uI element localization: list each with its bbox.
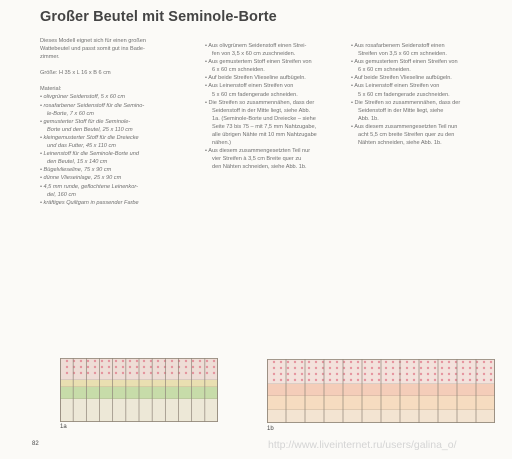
figure-1b-dot [287, 373, 289, 375]
figure-1b-dot [434, 367, 436, 369]
figure-1b-dot [490, 367, 492, 369]
figure-1a-dot [143, 372, 145, 374]
figure-1b-dot [441, 379, 443, 381]
figure-1b-dot [462, 373, 464, 375]
figure-1b-dot [315, 373, 317, 375]
figure-1b-dot [315, 379, 317, 381]
material-item: • rosafarbener Seidenstoff für die Semino- [40, 102, 168, 110]
figure-1b-dot [287, 379, 289, 381]
figure-1a-dot [171, 366, 173, 368]
instruction-item: • Aus diesem zusammengesetzten Teil nun [351, 123, 481, 131]
figure-1b-dot [336, 367, 338, 369]
figure-1a-dot [192, 360, 194, 362]
figure-1a-dot [185, 366, 187, 368]
figure-1b-dot [350, 367, 352, 369]
figure-1a-dot [115, 360, 117, 362]
figure-1a-dot [115, 372, 117, 374]
intro-text [40, 37, 168, 61]
figure-1a-dot [206, 360, 208, 362]
instruction-item-cont: Abb. 1b. [358, 115, 379, 122]
figure-1a-dot [94, 360, 96, 362]
figure-1b-dot [462, 361, 464, 363]
watermark-url: http://www.liveinternet.ru/users/galina_o/ [268, 439, 457, 451]
instruction-item: • Aus Leinenstoff einen Streifen von [205, 82, 335, 90]
intro-line: zimmer. [40, 54, 60, 61]
figure-1b-dot [392, 367, 394, 369]
instruction-item: • Aus gemustertem Stoff einen Streifen von [351, 58, 481, 66]
material-item: • kleingemusterter Stoff für die Dreiecke [40, 134, 168, 142]
material-item: • kräftiges Quiltgarn in passender Farbe [40, 199, 168, 207]
figure-1b-dot [434, 361, 436, 363]
figure-1b-dot [483, 361, 485, 363]
figure-1b-dot [385, 373, 387, 375]
figure-1b-dot [427, 361, 429, 363]
figure-1b-strip [267, 359, 495, 423]
figure-1b-dot [315, 361, 317, 363]
material-item-cont: Borte und den Beutel, 25 x 110 cm [47, 126, 133, 133]
figure-1a-dot [80, 360, 82, 362]
instruction-item-cont: acht 5,5 cm breite Streifen quer zu den [358, 132, 455, 139]
figure-1b-dot [392, 373, 394, 375]
figure-1b-dot [385, 361, 387, 363]
figure-1b-dot [462, 379, 464, 381]
figure-1a-dot [115, 366, 117, 368]
figure-1b-dot [336, 373, 338, 375]
materials-list [40, 93, 168, 206]
figure-1b-dot [469, 361, 471, 363]
figure-1b-dot [490, 379, 492, 381]
figure-1b-dot [294, 373, 296, 375]
figure-1a-dot [206, 372, 208, 374]
instruction-item: • Die Streifen so zusammennähen, dass der [205, 99, 335, 107]
figure-1b-dot [490, 373, 492, 375]
figure-1a-dot [122, 366, 124, 368]
figure-1a-dot [108, 372, 110, 374]
material-item: • Leinenstoff für die Seminole-Borte und [40, 150, 168, 158]
figure-1b-dot [287, 361, 289, 363]
figure-1b-dot [280, 379, 282, 381]
figure-1b-dot [448, 379, 450, 381]
instruction-item-cont: 6 x 60 cm schneiden. [358, 67, 411, 74]
figure-1b-dot [336, 379, 338, 381]
figure-1b-dot [420, 379, 422, 381]
material-item-cont: del, 160 cm [47, 191, 76, 198]
figure-1b-dot [483, 379, 485, 381]
figure-1b-dot [420, 361, 422, 363]
page-number: 82 [32, 441, 39, 447]
figure-1b-dot [273, 379, 275, 381]
page-title: Großer Beutel mit Seminole-Borte [40, 9, 277, 25]
figure-1b-dot [483, 367, 485, 369]
instruction-item: • Die Streifen so zusammennähen, dass der [351, 99, 481, 107]
figure-1b-dot [462, 367, 464, 369]
figure-1b-dot [434, 373, 436, 375]
figure-1b-dot [329, 367, 331, 369]
figure-1b-dot [308, 379, 310, 381]
figure-1a-dot [185, 360, 187, 362]
figure-1b-dot [483, 373, 485, 375]
instruction-item-cont: Seidenstoff in der Mitte liegt, siehe Abb. [212, 107, 311, 114]
figure-1b-dot [448, 367, 450, 369]
figure-1b-dot [329, 373, 331, 375]
figure-1b-dot [469, 379, 471, 381]
figure-1a-dot [185, 372, 187, 374]
figure-1b-dot [406, 367, 408, 369]
intro-column [40, 37, 168, 207]
instruction-item: • Aus gemustertem Stoff einen Streifen von [205, 58, 335, 66]
figure-1b-dot [273, 361, 275, 363]
figure-1b-dot [371, 379, 373, 381]
instruction-item: • Aus diesem zusammengesetzten Teil nur [205, 147, 335, 155]
figure-1a-dot [171, 372, 173, 374]
figure-1b-dot [301, 373, 303, 375]
figure-1b-dot [357, 361, 359, 363]
figure-1a-dot [94, 372, 96, 374]
figure-1b-dot [350, 361, 352, 363]
figure-1b-dot [469, 373, 471, 375]
figure-1b-dot [378, 367, 380, 369]
figure-1b-dot [364, 379, 366, 381]
instruction-item: • Auf beide Streifen Vlieseline aufbügeln. [351, 74, 481, 82]
figure-1a-dot [192, 366, 194, 368]
material-item: • 4,5 mm runde, geflochtene Leinenkor- [40, 183, 168, 191]
figure-1a-dot [192, 372, 194, 374]
figure-1b-dot [385, 379, 387, 381]
instruction-item-cont: Seite 73 bis 75 – mit 7,5 mm Nahtzugabe, [212, 123, 317, 130]
instruction-item-cont: vier Streifen à 3,5 cm Breite quer zu [212, 156, 302, 163]
figure-1b-dot [378, 379, 380, 381]
figure-1b-dot [392, 379, 394, 381]
figure-1b-dot [294, 361, 296, 363]
material-item: • dünne Vlieseinlage, 25 x 90 cm [40, 174, 168, 182]
figure-1b-dot [308, 361, 310, 363]
instruction-item-cont: Seidenstoff in der Mitte liegt, siehe [358, 107, 444, 114]
material-item: • olivgrüner Seidenstoff, 5 x 60 cm [40, 93, 168, 101]
figure-1b-dot [280, 367, 282, 369]
figure-1b-dot [273, 367, 275, 369]
figure-1b-dot [329, 361, 331, 363]
figure-1b-dot [336, 361, 338, 363]
figure-1b-dot [364, 361, 366, 363]
figure-1b-dot [329, 379, 331, 381]
figure-1a-dot [122, 360, 124, 362]
figure-1b-dot [294, 367, 296, 369]
figure-1b-dot [378, 361, 380, 363]
figure-1a-dot [122, 372, 124, 374]
figure-1b-dot [308, 373, 310, 375]
instruction-item-cont: fen von 3,5 x 60 cm zuschneiden. [212, 51, 296, 58]
intro-line: Wattebeutel und passt somit gut ins Bade- [40, 46, 145, 53]
figure-1b-dot [378, 373, 380, 375]
figure-1b-dot [294, 379, 296, 381]
figure-1b-dot [406, 373, 408, 375]
figure-1b-dot [371, 361, 373, 363]
figure-1a-dot [143, 366, 145, 368]
figure-1b-dot [448, 361, 450, 363]
figure-1a-dot [80, 366, 82, 368]
instruction-item: • Aus rosafarbenem Seidenstoff einen [351, 42, 481, 50]
figure-1a-dot [66, 366, 68, 368]
instruction-item: • Auf beide Streifen Vlieseline aufbügeln. [205, 74, 335, 82]
figure-1b-dot [434, 379, 436, 381]
figure-1b-illustration [267, 359, 495, 423]
figure-1b-dot [385, 367, 387, 369]
figure-1a-dot [136, 360, 138, 362]
figure-1b-dot [441, 367, 443, 369]
figure-1b-dot [364, 373, 366, 375]
figure-1a-dot [80, 372, 82, 374]
instruction-item-cont: 5 x 60 cm fadengerade zuschneiden. [358, 91, 450, 98]
figure-1a-dot [157, 372, 159, 374]
figure-1a-dot [87, 366, 89, 368]
figure-1a-dot [136, 372, 138, 374]
figure-1b-dot [427, 367, 429, 369]
figure-1b-dot [371, 367, 373, 369]
figure-1b-dot [357, 367, 359, 369]
instruction-item-cont: 5 x 60 cm fadengerade schneiden. [212, 91, 298, 98]
instruction-item-cont: Nähten schneiden, siehe Abb. 1b. [358, 140, 442, 147]
figure-1a-dot [199, 372, 201, 374]
material-item: • gemusterter Stoff für die Seminole- [40, 118, 168, 126]
instruction-item-cont: nähen.) [212, 140, 231, 147]
figure-1b-dot [413, 373, 415, 375]
figure-1b-dot [315, 367, 317, 369]
figure-1a-dot [143, 360, 145, 362]
figure-1a-label: 1a [60, 424, 67, 430]
figure-1b-dot [350, 373, 352, 375]
figure-1a-dot [101, 360, 103, 362]
figure-1a-dot [136, 366, 138, 368]
figure-1b-dot [427, 373, 429, 375]
figure-1b-dot [406, 361, 408, 363]
material-item-cont: den Beutel, 15 x 140 cm [47, 159, 108, 166]
figure-1b-dot [350, 379, 352, 381]
figure-1a-illustration [60, 358, 218, 422]
figure-1b-dot [371, 373, 373, 375]
figure-1b-dot [273, 373, 275, 375]
instructions-column-1 [205, 42, 335, 172]
figure-1b-dot [413, 361, 415, 363]
figure-1b-dot [413, 367, 415, 369]
figure-1b-dot [420, 373, 422, 375]
figure-1b-dot [441, 361, 443, 363]
figure-1b-dot [441, 373, 443, 375]
figure-1b-dot [280, 361, 282, 363]
figure-1a-dot [87, 360, 89, 362]
figure-1b-label: 1b [267, 426, 274, 432]
figure-1a-dot [101, 366, 103, 368]
figure-1a-dot [101, 372, 103, 374]
instruction-item-cont: Streifen von 3,5 x 60 cm schneiden. [358, 51, 447, 58]
figure-1b-dot [357, 379, 359, 381]
intro-line: Dieses Modell eignet sich für einen großen [40, 38, 147, 44]
size-line: Größe: H 35 x L 16 x B 6 cm [40, 70, 111, 77]
figure-1a-strip [60, 358, 218, 422]
figure-1b-dot [490, 361, 492, 363]
figure-1a-dot [213, 360, 215, 362]
figure-1a-dot [157, 360, 159, 362]
material-item-cont: und das Futter, 45 x 110 cm [47, 143, 116, 150]
figure-1a-dot [206, 366, 208, 368]
figure-1b-dot [448, 373, 450, 375]
figure-1a-dot [94, 366, 96, 368]
material-item: • Bügelvlieseline, 75 x 90 cm [40, 166, 168, 174]
instruction-item-cont: 1a. (Seminole-Borte und Dreiecke – siehe [212, 115, 316, 122]
figure-1b-dot [392, 361, 394, 363]
figure-1a-dot [129, 372, 131, 374]
instructions-column-2 [351, 42, 481, 147]
instruction-item-cont: 6 x 60 cm schneiden. [212, 67, 265, 74]
figure-1b-dot [427, 379, 429, 381]
instruction-item-cont: alle übrigen Nähte mit 10 mm Nahtzugabe [212, 132, 317, 139]
figure-1a-dot [108, 360, 110, 362]
figure-1a-dot [157, 366, 159, 368]
figure-1a-dot [213, 366, 215, 368]
instruction-item: • Aus olivgrünem Seidenstoff einen Strei- [205, 42, 335, 50]
figure-1a-dot [129, 366, 131, 368]
figure-1b-dot [301, 379, 303, 381]
figure-1a-dot [199, 360, 201, 362]
materials-heading: Material: [40, 86, 62, 93]
material-item-cont: le-Borte, 7 x 60 cm [47, 110, 94, 117]
figure-1a-dot [108, 366, 110, 368]
figure-1b-dot [287, 367, 289, 369]
figure-1b-dot [357, 373, 359, 375]
figure-1b-dot [301, 367, 303, 369]
figure-1a-dot [66, 360, 68, 362]
figure-1a-dot [129, 360, 131, 362]
figure-1a-dot [87, 372, 89, 374]
instruction-item-cont: den Nähten schneiden, siehe Abb. 1b. [212, 164, 307, 171]
figure-1b-dot [406, 379, 408, 381]
figure-1a-dot [171, 360, 173, 362]
figure-1a-dot [199, 366, 201, 368]
instruction-item: • Aus Leinenstoff einen Streifen von [351, 82, 481, 90]
figure-1b-dot [420, 367, 422, 369]
figure-1a-dot [66, 372, 68, 374]
figure-1b-dot [413, 379, 415, 381]
figure-1b-dot [280, 373, 282, 375]
figure-1b-dot [469, 367, 471, 369]
figure-1b-dot [364, 367, 366, 369]
figure-1b-dot [301, 361, 303, 363]
figure-1a-dot [213, 372, 215, 374]
figure-1b-dot [308, 367, 310, 369]
